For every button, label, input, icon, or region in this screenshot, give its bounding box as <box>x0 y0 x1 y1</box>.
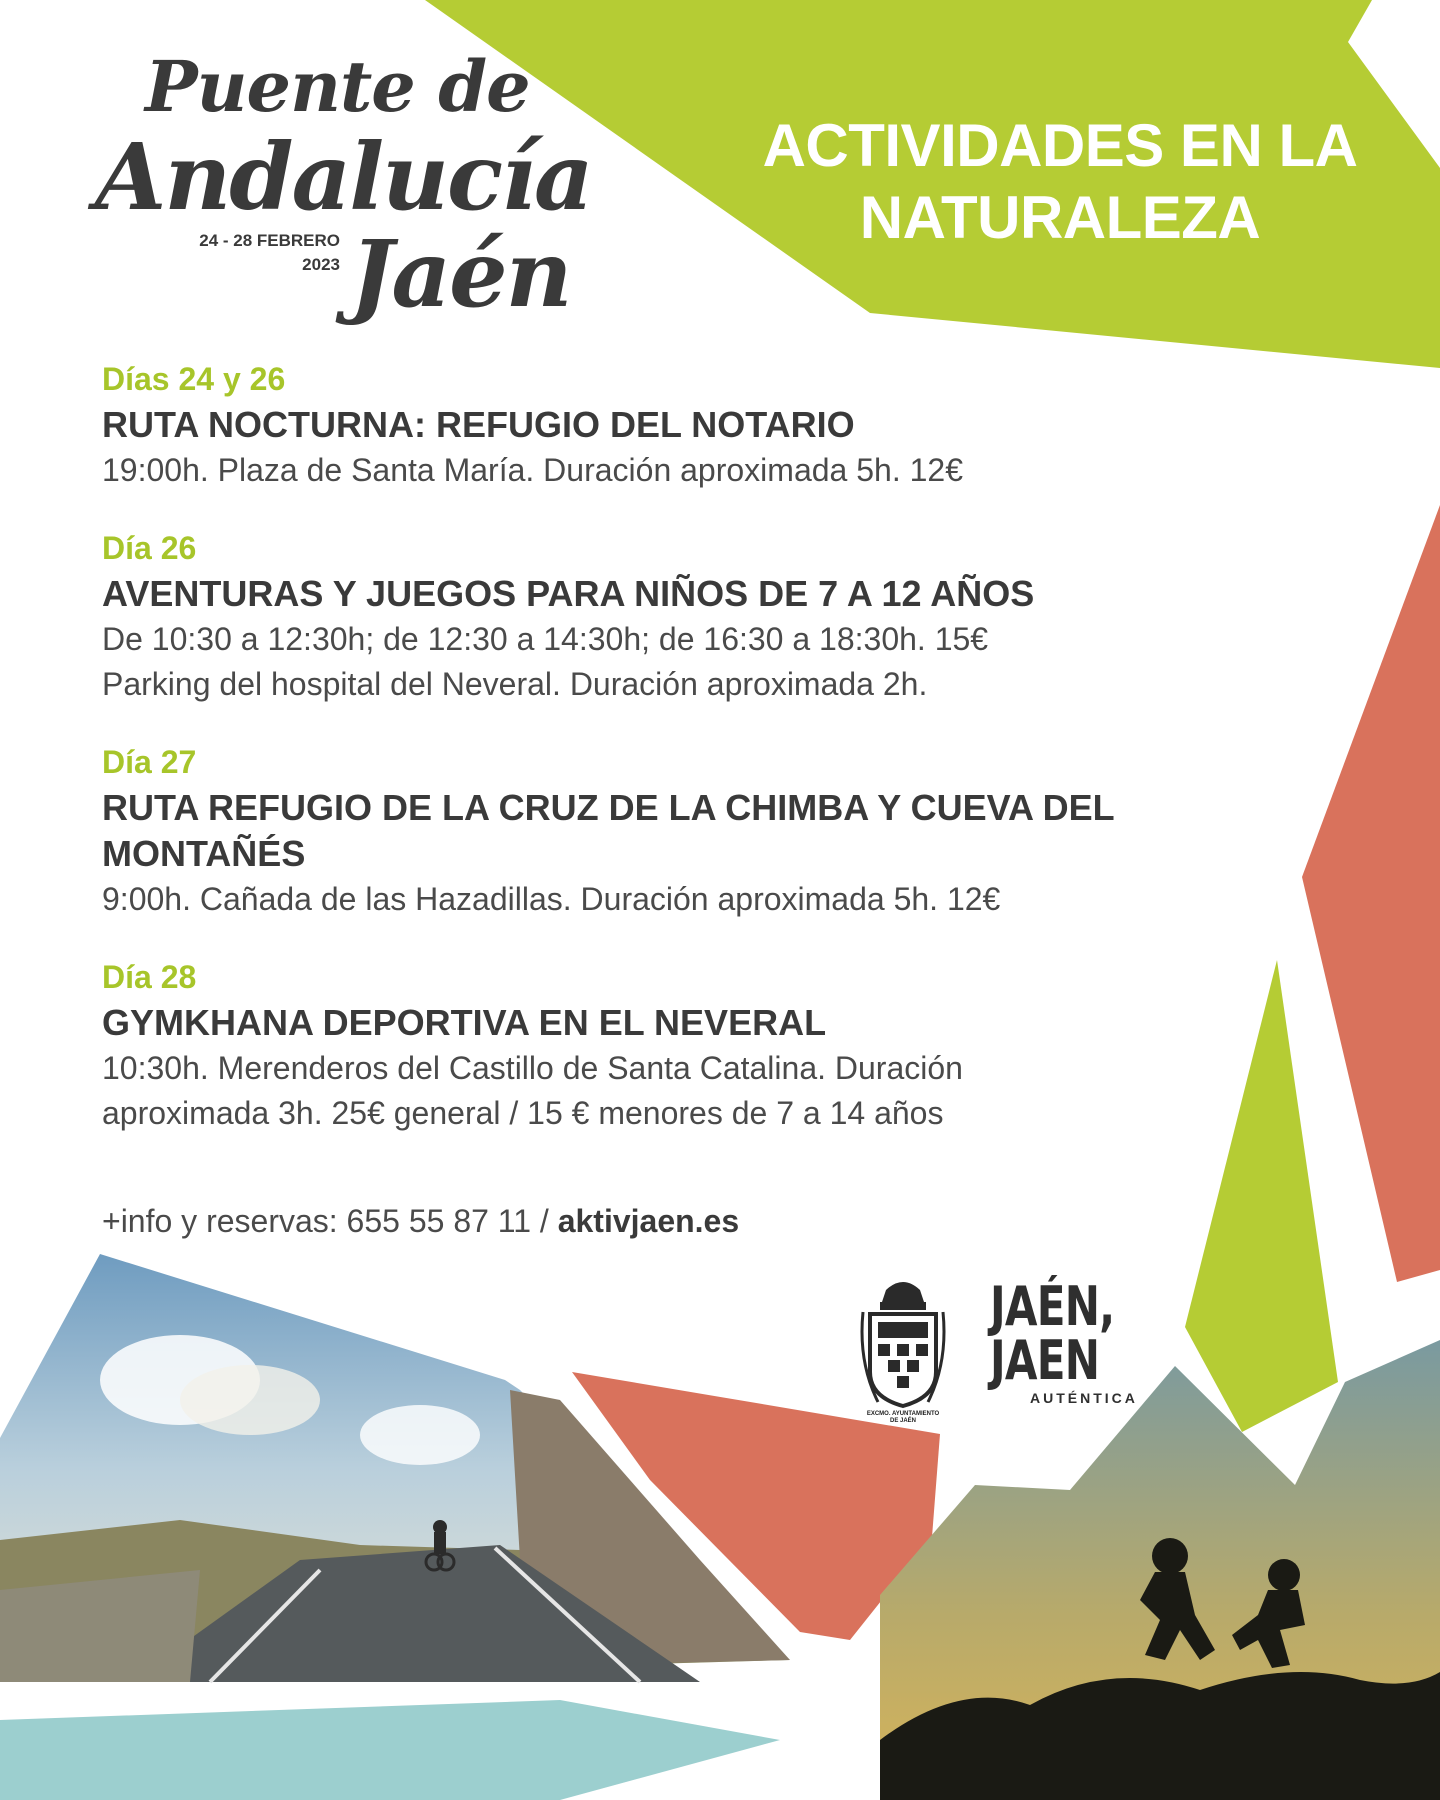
event-day: Día 26 <box>102 530 197 566</box>
event-title: AVENTURAS Y JUEGOS PARA NIÑOS DE 7 A 12 AÑOS <box>102 573 1035 614</box>
logo-line-3: Jaén <box>350 220 571 328</box>
info-line <box>102 1198 739 1244</box>
website-link[interactable]: aktivjaen.es <box>557 1203 740 1239</box>
event-detail: 9:00h. Cañada de las Hazadillas. Duración aproximada 5h. 12€ <box>102 881 1001 917</box>
page-title <box>700 110 1420 254</box>
event-item <box>102 739 1232 922</box>
right-coral-shape <box>1302 505 1440 1282</box>
event-detail: aproximada 3h. 25€ general / 15 € menores de 7 a 14 años <box>102 1095 944 1131</box>
logo-line-1: Puente de <box>145 45 530 128</box>
event-title: RUTA NOCTURNA: REFUGIO DEL NOTARIO <box>102 404 855 445</box>
info-text: +info y reservas: 655 55 87 11 / <box>102 1203 558 1239</box>
events-list <box>102 356 1232 1168</box>
coat-of-arms-icon <box>858 1272 948 1422</box>
event-day: Días 24 y 26 <box>102 361 286 397</box>
event-detail: De 10:30 a 12:30h; de 12:30 a 14:30h; de 16:30 a 18:30h. 15€ <box>102 621 989 657</box>
event-detail: Parking del hospital del Neveral. Duración aproximada 2h. <box>102 666 928 702</box>
logo-year: 2023 <box>302 255 340 274</box>
kids-photo <box>880 1340 1440 1800</box>
bottom-teal-shape <box>0 1700 780 1800</box>
event-item <box>102 525 1232 707</box>
brand-line-1: JAÉN, <box>990 1275 1115 1338</box>
puente-de-andalucia-logo <box>95 45 595 328</box>
event-item <box>102 954 1232 1136</box>
brand-line-2: JAEN <box>990 1329 1100 1392</box>
event-title-continued: MONTAÑÉS <box>102 833 306 874</box>
logo-line-2: Andalucía <box>95 123 592 231</box>
brand-tagline: AUTÉNTICA <box>1030 1390 1138 1406</box>
coat-of-arms-caption <box>846 1411 960 1425</box>
page-title-line-2: NATURALEZA <box>859 184 1261 251</box>
event-item <box>102 356 1232 493</box>
event-day: Día 28 <box>102 959 197 995</box>
logo-date-range: 24 - 28 FEBRERO <box>199 231 340 250</box>
logo-dates <box>195 229 340 277</box>
event-day: Día 27 <box>102 744 197 780</box>
event-detail: 10:30h. Merenderos del Castillo de Santa Catalina. Duración <box>102 1050 963 1086</box>
crest-caption-line-2: DE JAÉN <box>889 1418 916 1424</box>
page-title-line-1: ACTIVIDADES EN LA <box>762 112 1358 179</box>
crest-caption-line-1: EXCMO. AYUNTAMIENTO <box>866 1411 940 1417</box>
event-title: GYMKHANA DEPORTIVA EN EL NEVERAL <box>102 1002 827 1043</box>
event-detail: 19:00h. Plaza de Santa María. Duración aproximada 5h. 12€ <box>102 452 963 488</box>
jaen-autentica-logo <box>990 1275 1138 1406</box>
event-title: RUTA REFUGIO DE LA CRUZ DE LA CHIMBA Y CUEVA DEL <box>102 787 1115 828</box>
